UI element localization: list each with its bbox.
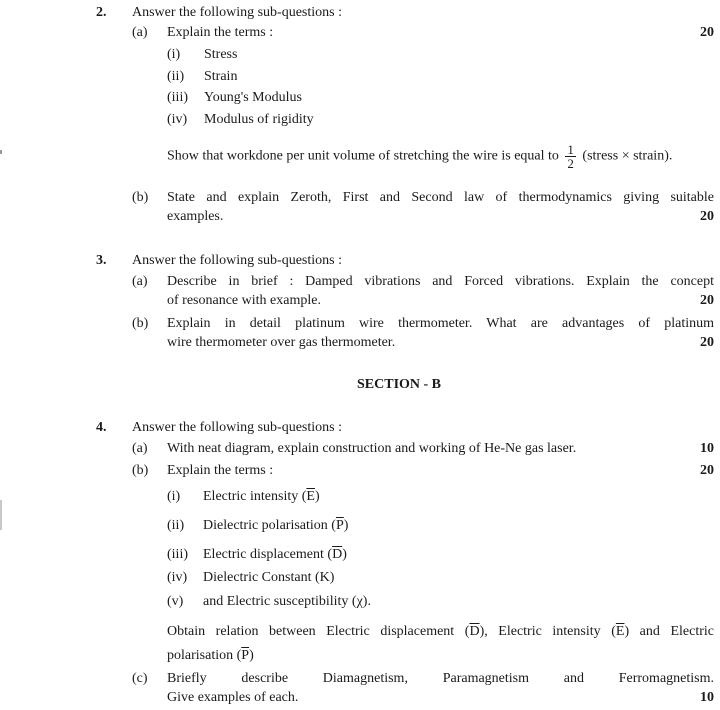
question-number: 2. <box>96 5 107 20</box>
subquestion-text: Describe in brief : Damped vibrations and Forced vibrations. Explain the concept <box>167 274 714 289</box>
term-text: and Electric susceptibility (χ). <box>203 594 371 609</box>
term-number: (iii) <box>167 547 188 562</box>
fraction-numerator: 1 <box>567 142 574 157</box>
question-intro: Answer the following sub-questions : <box>132 5 342 20</box>
term-number: (i) <box>167 47 181 62</box>
term-text: Electric intensity $(\overline{E})$ <box>203 489 320 504</box>
question-number: 4. <box>96 420 107 435</box>
term-text: Stress <box>204 47 238 62</box>
term-number: (iv) <box>167 112 188 127</box>
subquestion-text: With neat diagram, explain construction and working of He-Ne gas laser. <box>167 441 577 456</box>
subquestion-text: Explain the terms : <box>167 25 274 40</box>
marks: 20 <box>700 209 714 224</box>
subquestion-label: (b) <box>132 316 149 331</box>
scan-mark <box>0 500 2 530</box>
term-text: Modulus of rigidity <box>204 112 314 127</box>
question-intro: Answer the following sub-questions : <box>132 253 342 268</box>
subquestion-label: (b) <box>132 190 149 205</box>
marks: 20 <box>700 25 714 40</box>
subquestion-label: (a) <box>132 274 148 289</box>
subquestion-label: (b) <box>132 463 149 478</box>
term-text: Strain <box>204 69 238 84</box>
term-text: Dielectric Constant (K) <box>203 570 335 585</box>
show-that-line <box>167 143 672 170</box>
subquestion-text: Briefly describe Diamagnetism, Paramagnetism and Ferromagnetism. <box>167 671 714 686</box>
marks: 20 <box>700 463 714 478</box>
scan-mark <box>0 150 2 154</box>
subquestion-text-cont: of resonance with example. <box>167 293 321 308</box>
term-text: Dielectric polarisation $(\overline{P})$ <box>203 518 349 533</box>
term-number: (i) <box>167 489 181 504</box>
subquestion-text: State and explain Zeroth, First and Second law of thermodynamics giving suitable <box>167 190 714 205</box>
term-number: (iii) <box>167 90 188 105</box>
show-suffix: (stress × strain). <box>582 148 673 164</box>
marks: 10 <box>700 441 714 456</box>
obtain-relation-cont: polarisation $(\overline{P})$ <box>167 648 254 663</box>
subquestion-text-cont: Give examples of each. <box>167 690 299 705</box>
term-number: (v) <box>167 594 184 609</box>
marks: 20 <box>700 335 714 350</box>
question-number: 3. <box>96 253 107 268</box>
question-intro: Answer the following sub-questions : <box>132 420 342 435</box>
subquestion-text-cont: wire thermometer over gas thermometer. <box>167 335 396 350</box>
marks: 20 <box>700 293 714 308</box>
term-number: (ii) <box>167 69 185 84</box>
section-heading: SECTION - B <box>357 377 442 392</box>
subquestion-text-cont: examples. <box>167 209 224 224</box>
term-text: Young's Modulus <box>204 90 302 105</box>
term-number: (iv) <box>167 570 188 585</box>
subquestion-label: (a) <box>132 25 148 40</box>
obtain-relation-line: Obtain relation between Electric displacement $(\overline{D})$, Electric intensity $(\overline{E})$ and Electric <box>167 624 714 639</box>
subquestion-text: Explain in detail platinum wire thermometer. What are advantages of platinum <box>167 316 714 331</box>
show-prefix: Show that workdone per unit volume of stretching the wire is equal to <box>167 148 559 164</box>
subquestion-label: (a) <box>132 441 148 456</box>
subquestion-label: (c) <box>132 671 148 686</box>
fraction-denominator: 2 <box>567 156 574 171</box>
term-text: Electric displacement $(\overline{D})$ <box>203 547 347 562</box>
fraction <box>565 143 576 170</box>
marks: 10 <box>700 690 714 705</box>
term-number: (ii) <box>167 518 185 533</box>
subquestion-text: Explain the terms : <box>167 463 274 478</box>
